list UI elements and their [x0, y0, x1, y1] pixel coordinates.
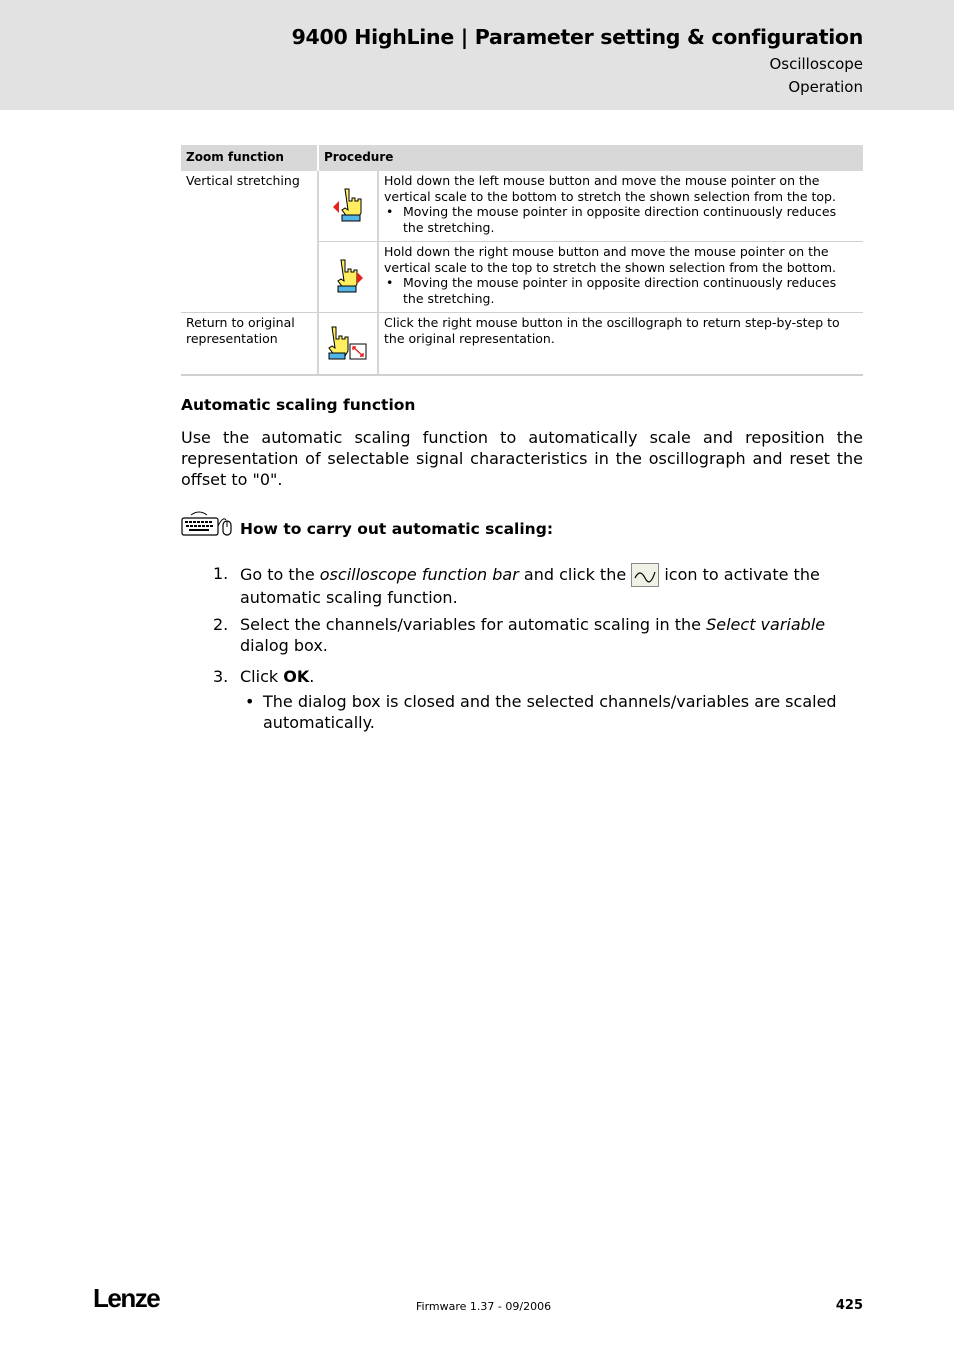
procedure-cell: Click the right mouse button in the oscillograph to return step-by-step to the original representation. — [378, 313, 863, 376]
hand-pointer-right-arrow-icon — [318, 242, 378, 313]
procedure-bullet: • Moving the mouse pointer in opposite direction continuously reduces the stretching. — [386, 275, 837, 306]
section-heading: Automatic scaling function — [181, 396, 416, 414]
intro-paragraph: Use the automatic scaling function to automatically scale and reposition the representation of selectable signal characteristics in the oscillograph and reset the offset to "0". — [181, 428, 863, 489]
firmware-version: Firmware 1.37 - 09/2006 — [416, 1300, 552, 1313]
list-item: 2. Select the channels/variables for automatic scaling in the Select variable dialog box. — [213, 615, 826, 655]
howto-heading: How to carry out automatic scaling: — [240, 520, 554, 538]
hand-pointer-restore-icon — [318, 313, 378, 376]
table-row — [181, 313, 863, 376]
list-item: 3. Click OK. — [213, 667, 315, 686]
col-header-zoom-function: Zoom function — [181, 145, 318, 171]
zoom-function-table — [181, 145, 863, 376]
document-title: 9400 HighLine | Parameter setting & configuration — [291, 25, 863, 49]
page-header — [0, 0, 954, 110]
zoom-function-cell: Return to original representation — [181, 313, 318, 376]
keyboard-mouse-icon — [181, 509, 233, 543]
procedure-text: Hold down the right mouse button and move the mouse pointer on the vertical scale to the top to stretch the shown selection from the bottom. — [384, 244, 836, 275]
procedure-cell — [378, 242, 863, 313]
page-number: 425 — [835, 1298, 863, 1313]
auto-scale-icon[interactable] — [631, 563, 659, 587]
svg-text:Lenze: Lenze — [93, 1286, 160, 1310]
section-title: Oscilloscope — [769, 55, 863, 73]
list-item: 1. Go to the oscilloscope function bar and click the icon to activate the automatic scaling function. — [213, 564, 820, 607]
col-header-procedure: Procedure — [318, 145, 863, 171]
procedure-text: Hold down the left mouse button and move the mouse pointer on the vertical scale to the bottom to stretch the shown selection from the top. — [384, 173, 836, 204]
procedure-cell — [378, 171, 863, 242]
list-item: • The dialog box is closed and the selected channels/variables are scaled automatically. — [245, 692, 837, 732]
procedure-bullet: • Moving the mouse pointer in opposite direction continuously reduces the stretching. — [386, 204, 837, 235]
subsection-title: Operation — [788, 78, 863, 96]
table-row — [181, 171, 863, 242]
hand-pointer-left-arrow-icon — [318, 171, 378, 242]
lenze-logo — [93, 1286, 171, 1314]
zoom-function-cell: Vertical stretching — [181, 171, 318, 313]
